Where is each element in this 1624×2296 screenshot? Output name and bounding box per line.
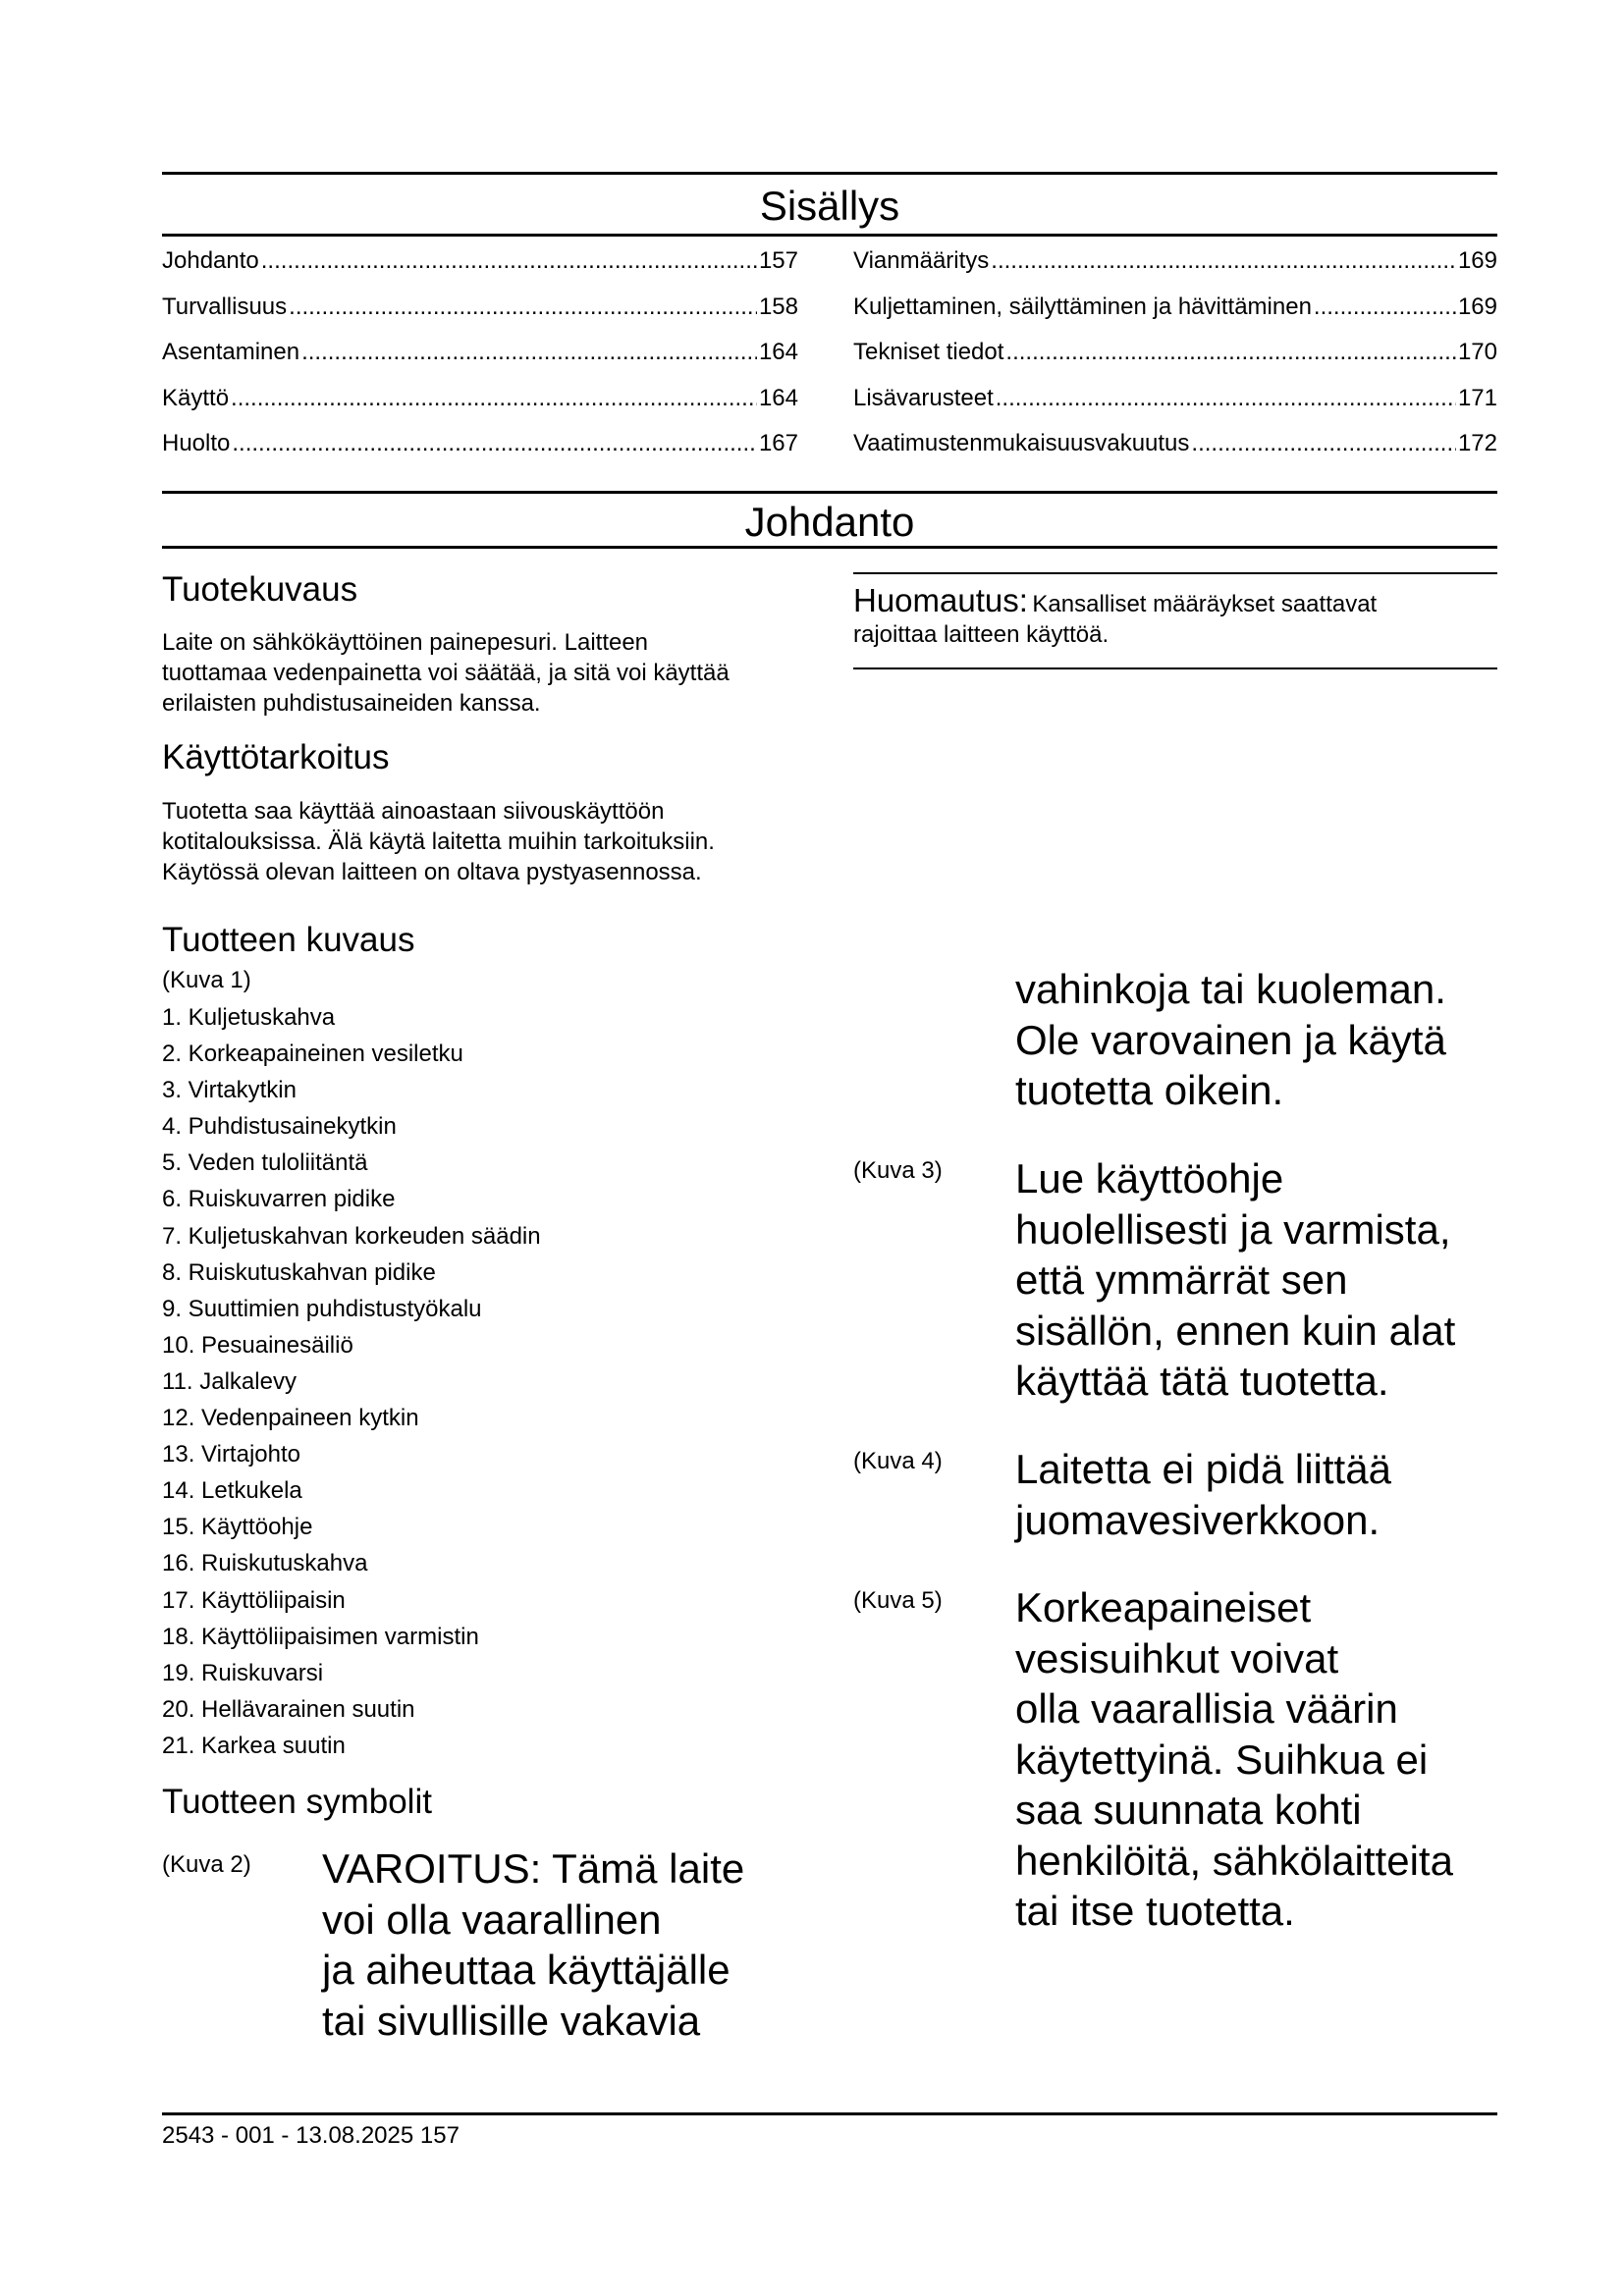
toc-top-rule (162, 172, 1497, 175)
list-item: 19. Ruiskuvarsi (162, 1659, 324, 1686)
toc-entry[interactable]: Tekniset tiedot ..... 170 (853, 339, 1497, 385)
intro-title: Johdanto (744, 499, 915, 545)
toc-entry[interactable]: Vianmääritys ..... 169 (853, 247, 1497, 294)
list-item: 16. Ruiskutuskahva (162, 1550, 368, 1577)
warning-text: VAROITUS: Tämä laite voi olla vaarallinen ja aiheuttaa käyttäjälle tai sivullisille vakavia (322, 1845, 745, 2044)
purpose-heading: Käyttötarkoitus (162, 738, 390, 776)
list-item: 13. Virtajohto (162, 1441, 300, 1468)
list-item: 7. Kuljetuskahvan korkeuden säädin (162, 1222, 541, 1250)
list-item: 12. Vedenpaineen kytkin (162, 1405, 419, 1432)
list-item: 21. Karkea suutin (162, 1732, 346, 1759)
note-box (853, 582, 1497, 650)
list-item: 14. Letkukela (162, 1477, 302, 1505)
intro-top-rule (162, 491, 1497, 494)
toc-entry[interactable]: Johdanto ..... 157 (162, 247, 798, 294)
toc-title-rule (162, 234, 1497, 237)
figure-ref-kuva5: (Kuva 5) (853, 1587, 943, 1614)
list-item: 15. Käyttöohje (162, 1514, 313, 1541)
list-item: 1. Kuljetuskahva (162, 1004, 336, 1031)
figure-ref-kuva2: (Kuva 2) (162, 1851, 251, 1878)
note-top-rule (853, 572, 1497, 574)
symbol-text-kuva3: Lue käyttöohje huolellisesti ja varmista, että ymmärrät sen sisällön, ennen kuin alat käyttää tätä tuotetta. (1015, 1155, 1456, 1404)
description-heading: Tuotteen kuvaus (162, 921, 415, 959)
toc-entry[interactable]: Turvallisuus ..... 158 (162, 294, 798, 340)
symbol-text-kuva5: Korkeapaineiset vesisuihkut voivat olla vaarallisia väärin käytettyinä. Suihkua ei saa suunnata kohti henkilöitä, sähkölaitteita tai itse tuotetta. (1015, 1584, 1453, 1934)
list-item: 11. Jalkalevy (162, 1367, 297, 1395)
symbols-heading: Tuotteen symbolit (162, 1783, 432, 1821)
list-item: 4. Puhdistusainekytkin (162, 1113, 397, 1141)
list-item: 18. Käyttöliipaisimen varmistin (162, 1623, 479, 1650)
product-paragraph: Laite on sähkökäyttöinen painepesuri. Laitteen tuottamaa vedenpainetta voi säätää, ja sitä voi käyttää erilaisten puhdistusaineiden kanssa. (162, 629, 730, 717)
intro-title-rule (162, 546, 1497, 549)
component-list (162, 1002, 790, 1767)
footer-rule (162, 2112, 1497, 2115)
list-item: 17. Käyttöliipaisin (162, 1586, 346, 1614)
list-item: 10. Pesuainesäiliö (162, 1331, 353, 1359)
toc-entry[interactable]: Vaatimustenmukaisuusvakuutus ..... 172 (853, 430, 1497, 476)
list-item: 2. Korkeapaineinen vesiletku (162, 1041, 463, 1068)
page-footer: 2543 - 001 - 13.08.2025 157 (162, 2122, 460, 2149)
warning-text-continued: vahinkoja tai kuoleman. Ole varovainen ja käytä tuotetta oikein. (1015, 966, 1446, 1113)
purpose-paragraph: Tuotetta saa käyttää ainoastaan siivouskäyttöön kotitalouksissa. Älä käytä laitetta muihin tarkoituksiin. Käytössä olevan laitteen on oltava pystyasennossa. (162, 798, 715, 885)
toc-right-column (853, 247, 1497, 476)
list-item: 9. Suuttimien puhdistustyökalu (162, 1295, 482, 1322)
product-heading: Tuotekuvaus (162, 570, 358, 609)
note-bottom-rule (853, 667, 1497, 669)
list-item: 5. Veden tuloliitäntä (162, 1149, 368, 1177)
list-item: 3. Virtakytkin (162, 1077, 297, 1104)
list-item: 8. Ruiskutuskahvan pidike (162, 1258, 436, 1286)
list-item: 6. Ruiskuvarren pidike (162, 1186, 396, 1213)
figure-ref-kuva1: (Kuva 1) (162, 967, 251, 993)
toc-entry[interactable]: Huolto ..... 167 (162, 430, 798, 476)
toc-left-column (162, 247, 798, 476)
figure-ref-kuva4: (Kuva 4) (853, 1448, 943, 1474)
note-label: Huomautus: (853, 582, 1028, 618)
note-text: Kansalliset määräykset saattavat (1032, 591, 1378, 617)
toc-entry[interactable]: Kuljettaminen, säilyttäminen ja hävittäminen ..... 169 (853, 294, 1497, 340)
toc-title: Sisällys (759, 183, 900, 229)
figure-ref-kuva3: (Kuva 3) (853, 1157, 943, 1184)
note-text: rajoittaa laitteen käyttöä. (853, 621, 1110, 648)
list-item: 20. Hellävarainen suutin (162, 1695, 415, 1723)
toc-entry[interactable]: Käyttö ..... 164 (162, 385, 798, 431)
toc-entry[interactable]: Lisävarusteet ..... 171 (853, 385, 1497, 431)
toc-entry[interactable]: Asentaminen ..... 164 (162, 339, 798, 385)
symbol-text-kuva4: Laitetta ei pidä liittää juomavesiverkkoon. (1015, 1446, 1391, 1543)
